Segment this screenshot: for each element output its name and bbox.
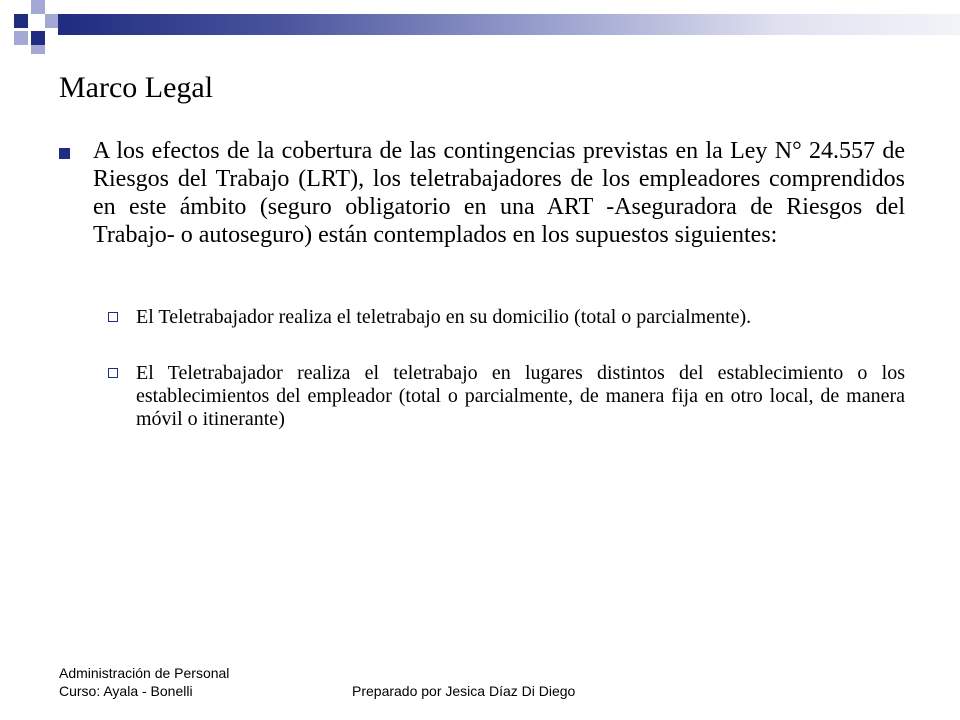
sub-item-lugares-distintos: El Teletrabajador realiza el teletrabajo en lugares distintos del establecimiento o los establecimientos del empleador (total o parcialmente, de manera fija en otro local, de manera móvil o itinerante) xyxy=(136,362,905,430)
sub-item-domicilio: El Teletrabajador realiza el teletrabajo en su domicilio (total o parcialmente). xyxy=(136,306,752,328)
decor-square-navy-2 xyxy=(31,31,45,45)
decor-square-light-2 xyxy=(14,31,28,45)
slide-title: Marco Legal xyxy=(59,71,214,104)
hollow-square-bullet-icon xyxy=(108,368,118,378)
main-paragraph: A los efectos de la cobertura de las contingencias previstas en la Ley N° 24.557 de Riesgos del Trabajo (LRT), los teletrabajadores de los empleadores comprendidos en este ámbito (seguro obligatorio en una ART -Aseguradora de Riesgos del Trabajo- o autoseguro) están contemplados en los supuestos siguientes: xyxy=(93,138,905,248)
decor-square-light-1 xyxy=(31,0,45,14)
decor-square-light-3 xyxy=(45,14,58,28)
square-bullet-icon xyxy=(59,148,70,159)
footer-subject: Administración de Personal xyxy=(59,665,230,681)
footer-course: Curso: Ayala - Bonelli xyxy=(59,683,193,699)
footer-author: Preparado por Jesica Díaz Di Diego xyxy=(352,683,576,699)
header-gradient-bar xyxy=(58,14,960,35)
hollow-square-bullet-icon xyxy=(108,312,118,322)
decor-square-navy-1 xyxy=(14,14,28,28)
decor-square-light-4 xyxy=(31,45,45,54)
footer-course-info xyxy=(59,664,229,700)
